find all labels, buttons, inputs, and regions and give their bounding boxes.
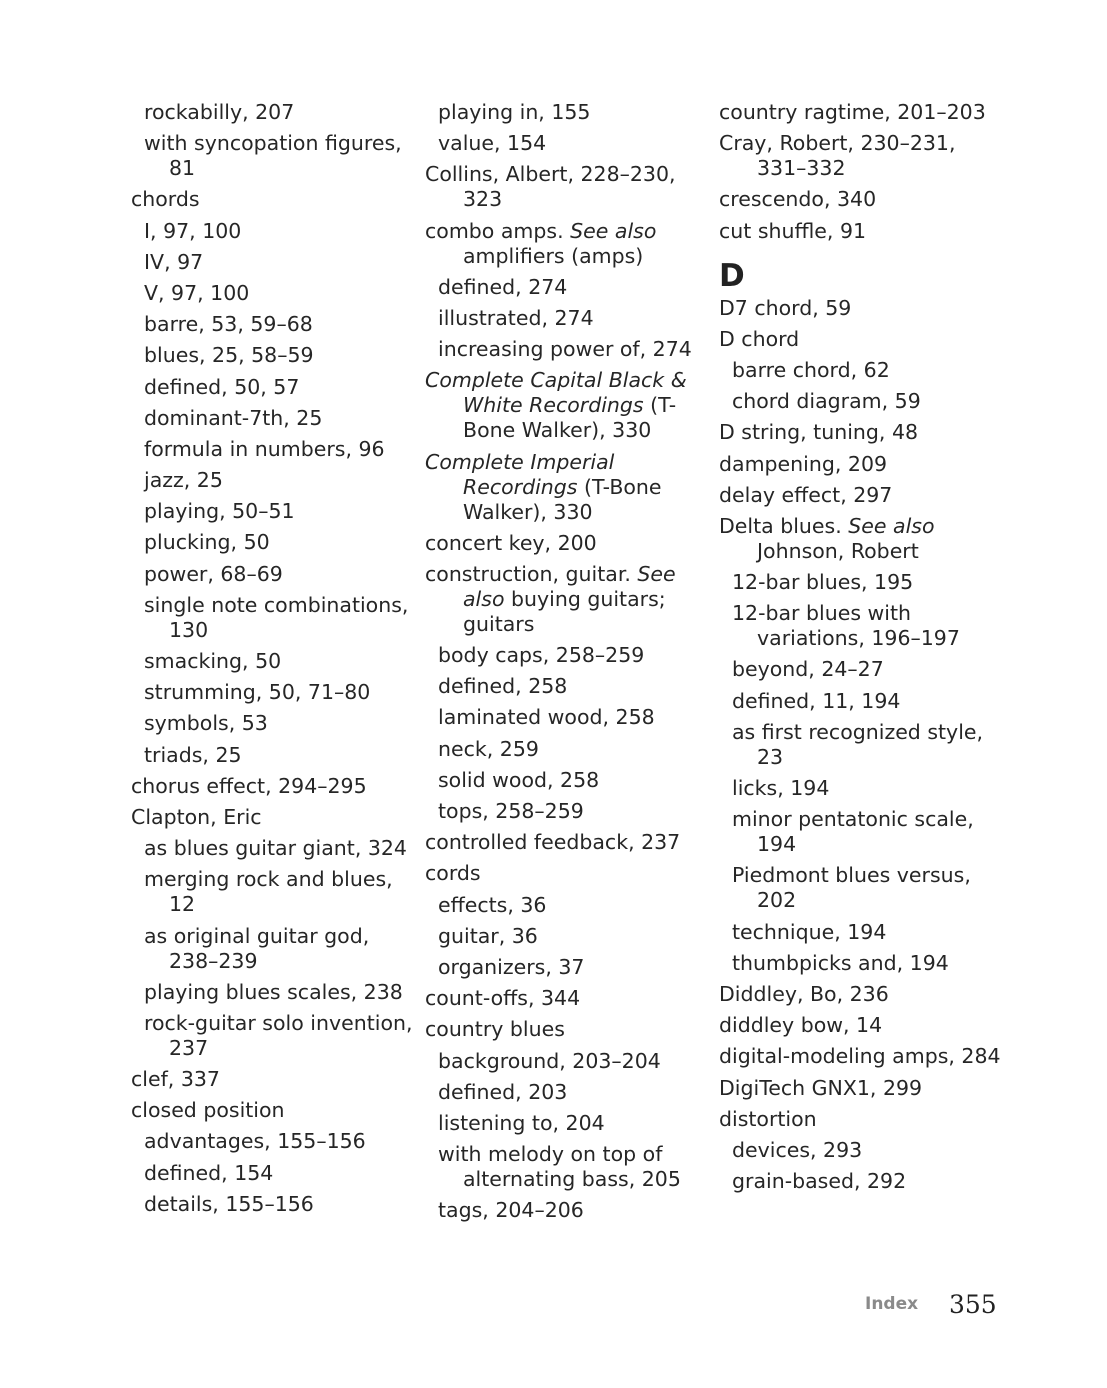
index-main-entry: cords: [425, 861, 481, 886]
index-sub-entry: symbols, 53: [144, 711, 268, 736]
index-sub-entry: defined, 203: [438, 1079, 568, 1104]
index-main-entry: [425, 368, 710, 443]
index-sub-entry: as blues guitar giant, 324: [144, 836, 407, 861]
index-sub-entry: Piedmont blues versus, 202: [732, 863, 971, 913]
index-main-entry: dampening, 209: [719, 451, 888, 476]
index-sub-entry: V, 97, 100: [144, 280, 250, 305]
index-main-entry: country ragtime, 201–203: [719, 100, 986, 124]
index-sub-entry: increasing power of, 274: [438, 337, 692, 362]
index-sub-entry: 12-bar blues with variations, 196–197: [732, 601, 960, 651]
index-main-entry: [425, 450, 710, 525]
index-sub-entry: solid wood, 258: [438, 767, 600, 792]
index-sub-entry: organizers, 37: [438, 954, 585, 979]
index-sub-entry: minor pentatonic scale, 194: [732, 807, 974, 857]
index-sub-entry: plucking, 50: [144, 530, 270, 555]
index-main-entry: Diddley, Bo, 236: [719, 981, 889, 1006]
index-sub-entry: defined, 258: [438, 674, 568, 699]
section-letter-heading: D: [719, 257, 745, 294]
entry-text: Delta blues.: [719, 513, 849, 538]
index-sub-entry: details, 155–156: [144, 1191, 314, 1216]
index-sub-entry: advantages, 155–156: [144, 1129, 366, 1154]
index-main-entry: digital-modeling amps, 284: [719, 1044, 1001, 1069]
index-sub-entry: guitar, 36: [438, 923, 538, 948]
index-main-entry: [719, 514, 1009, 564]
running-footer-label: Index: [865, 1294, 919, 1314]
index-main-entry: Cray, Robert, 230–231, 331–332: [719, 131, 956, 181]
see-also-target: Johnson, Robert: [757, 538, 919, 563]
index-sub-entry: power, 68–69: [144, 561, 283, 586]
index-main-entry: delay effect, 297: [719, 482, 893, 507]
index-sub-entry: single note combinations, 130: [144, 592, 409, 642]
index-sub-entry: background, 203–204: [438, 1048, 661, 1073]
index-sub-entry: playing, 50–51: [144, 499, 295, 524]
index-sub-entry: tags, 204–206: [438, 1198, 584, 1223]
see-also-target: buying guitars; guitars: [463, 586, 666, 636]
index-main-entry: crescendo, 340: [719, 187, 877, 212]
see-also-reference: See also: [848, 513, 935, 538]
index-main-entry: D string, tuning, 48: [719, 420, 919, 445]
index-sub-entry: laminated wood, 258: [438, 705, 655, 730]
entry-text: construction, guitar.: [425, 561, 638, 586]
index-sub-entry: formula in numbers, 96: [144, 436, 385, 461]
index-sub-entry: blues, 25, 58–59: [144, 343, 314, 368]
index-sub-entry: barre chord, 62: [732, 357, 890, 382]
index-sub-entry: with syncopation figures, 81: [144, 131, 402, 181]
index-sub-entry: defined, 50, 57: [144, 374, 300, 399]
index-sub-entry: barre, 53, 59–68: [144, 312, 313, 337]
index-sub-entry: defined, 154: [144, 1160, 274, 1185]
index-sub-entry: devices, 293: [732, 1137, 863, 1162]
index-sub-entry: 12-bar blues, 195: [732, 570, 914, 595]
index-sub-entry: playing blues scales, 238: [144, 979, 403, 1004]
index-sub-entry: IV, 97: [144, 249, 204, 274]
index-main-entry: distortion: [719, 1106, 817, 1131]
index-sub-entry: triads, 25: [144, 742, 242, 767]
index-main-entry: diddley bow, 14: [719, 1013, 883, 1038]
see-also-reference: See also: [463, 561, 676, 611]
index-main-entry: chords: [131, 187, 200, 212]
index-main-entry: country blues: [425, 1017, 565, 1042]
see-also-target: amplifiers (amps): [463, 243, 644, 268]
index-sub-entry: beyond, 24–27: [732, 657, 884, 682]
index-sub-entry: effects, 36: [438, 892, 547, 917]
index-main-entry: [425, 562, 710, 637]
index-main-entry: [425, 219, 710, 269]
index-sub-entry: illustrated, 274: [438, 305, 594, 330]
index-sub-entry: listening to, 204: [438, 1110, 605, 1135]
index-sub-entry: chord diagram, 59: [732, 389, 921, 414]
index-sub-entry: defined, 11, 194: [732, 688, 901, 713]
index-sub-entry: with melody on top of alternating bass, 205: [438, 1142, 681, 1192]
index-sub-entry: grain-based, 292: [732, 1169, 907, 1194]
page-number: 355: [949, 1290, 997, 1319]
index-main-entry: D chord: [719, 326, 800, 351]
index-column-2: [425, 100, 710, 1229]
index-sub-entry: dominant-7th, 25: [144, 405, 323, 430]
index-main-entry: closed position: [131, 1098, 285, 1123]
index-sub-entry: neck, 259: [438, 736, 539, 761]
index-sub-entry: technique, 194: [732, 919, 887, 944]
index-main-entry: Collins, Albert, 228–230, 323: [425, 162, 676, 212]
index-main-entry: Clapton, Eric: [131, 804, 262, 829]
index-sub-entry: strumming, 50, 71–80: [144, 680, 371, 705]
entry-locator: (T-Bone Walker), 330: [463, 474, 662, 524]
index-main-entry: clef, 337: [131, 1067, 220, 1092]
index-sub-entry: body caps, 258–259: [438, 643, 645, 668]
index-sub-entry: I, 97, 100: [144, 218, 242, 243]
index-sub-entry: rockabilly, 207: [144, 100, 295, 124]
index-sub-entry: tops, 258–259: [438, 799, 584, 823]
index-main-entry: D7 chord, 59: [719, 295, 852, 320]
index-sub-entry: thumbpicks and, 194: [732, 950, 949, 975]
entry-text: combo amps.: [425, 218, 571, 243]
index-sub-entry: rock-guitar solo invention, 237: [144, 1010, 413, 1060]
index-sub-entry: merging rock and blues, 12: [144, 867, 393, 917]
index-main-entry: chorus effect, 294–295: [131, 773, 367, 798]
entry-title-italic: Complete Capital Black & White Recordings: [425, 368, 687, 418]
entry-title-italic: Complete Imperial Recordings: [425, 449, 615, 499]
index-sub-entry: licks, 194: [732, 776, 830, 800]
index-sub-entry: as first recognized style, 23: [732, 719, 984, 769]
index-main-entry: DigiTech GNX1, 299: [719, 1075, 923, 1100]
index-main-entry: count-offs, 344: [425, 986, 581, 1011]
index-column-1: [131, 100, 416, 1223]
index-main-entry: cut shuffle, 91: [719, 218, 867, 243]
index-sub-entry: smacking, 50: [144, 649, 282, 673]
index-sub-entry: as original guitar god, 238–239: [144, 923, 370, 973]
index-main-entry: controlled feedback, 237: [425, 830, 681, 855]
index-main-entry: concert key, 200: [425, 530, 597, 555]
index-sub-entry: jazz, 25: [144, 468, 223, 493]
entry-locator: (T-Bone Walker), 330: [463, 393, 677, 443]
see-also-reference: See also: [570, 218, 657, 243]
index-sub-entry: playing in, 155: [438, 100, 591, 124]
index-sub-entry: defined, 274: [438, 274, 568, 299]
index-sub-entry: value, 154: [438, 131, 547, 156]
index-column-3: [719, 100, 1009, 1200]
